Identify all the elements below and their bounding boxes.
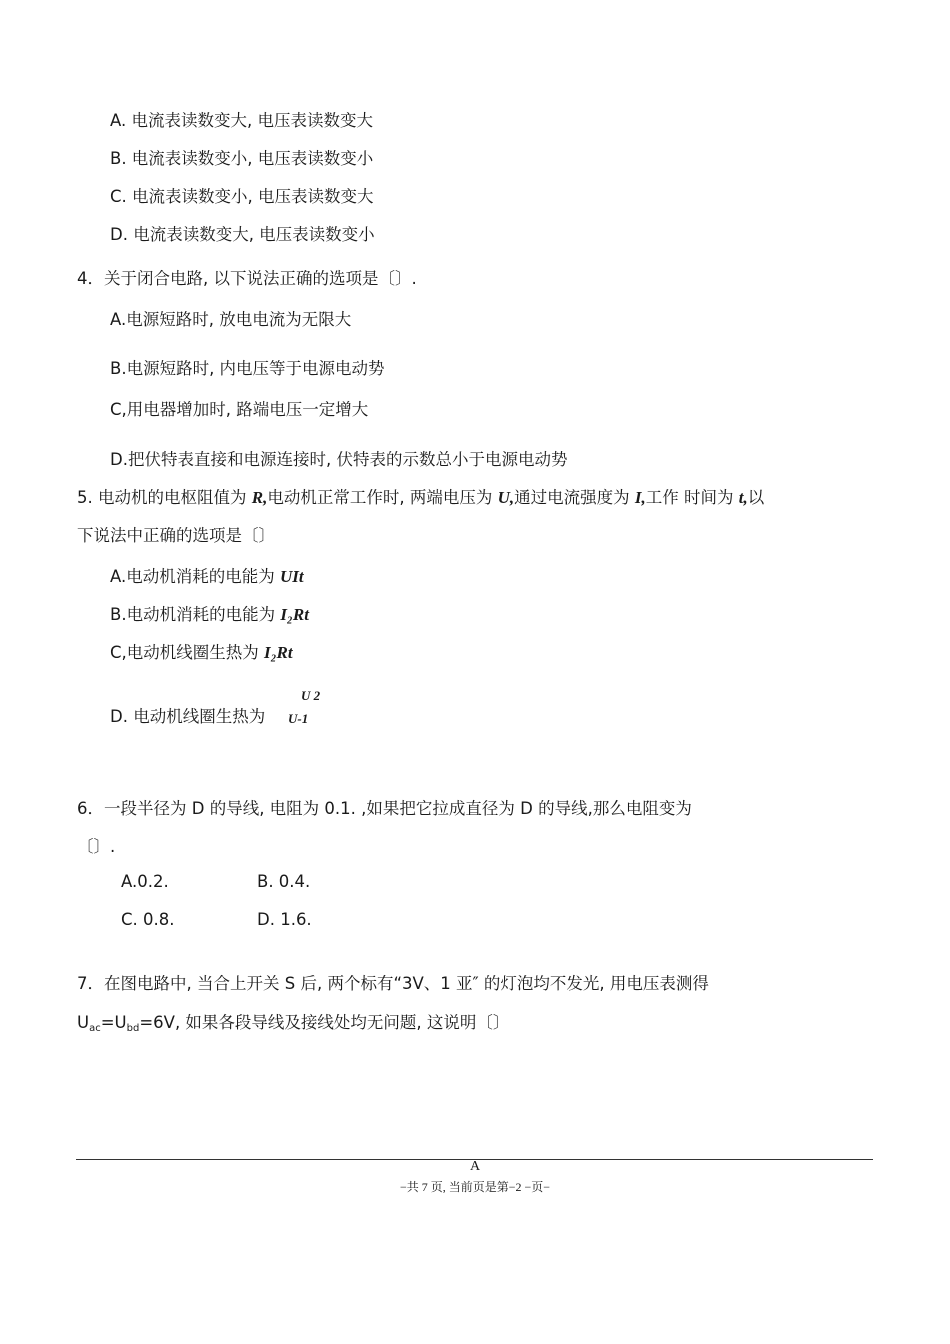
q6-option-a: A.0.2. — [121, 872, 169, 891]
q5-option-a: A.电动机消耗的电能为 UIt — [110, 567, 304, 586]
q5-stem-line1: 5. 电动机的电枢阻值为 R,电动机正常工作时, 两端电压为 U,通过电流强度为 I,工作 时间为 t,以 — [77, 488, 765, 507]
q6-option-d: D. 1.6. — [257, 910, 312, 929]
q3-option-b: B. 电流表读数变小, 电压表读数变小 — [110, 149, 374, 168]
q5-option-d: D. 电动机线圈生热为 — [110, 707, 266, 726]
q7-stem-line2: $U_{ac}=U_{bd}=6V$, 如果各段导线及接线处均无问题, 这说明〔〕 — [77, 1013, 510, 1034]
q7-stem-line1: 7．在图电路中, 当合上开关 S 后, 两个标有“3V、1 亚″ 的灯泡均不发光, 用电压表测得 — [77, 974, 709, 993]
footer-mark: A — [469, 1159, 481, 1174]
q5-option-d-denominator: U-1 — [288, 711, 309, 726]
q6-stem-line2: 〔〕. — [77, 837, 116, 856]
q5-stem-line2: 下说法中正确的选项是〔〕 — [77, 526, 275, 545]
q4-option-b: B.电源短路时, 内电压等于电源电动势 — [110, 359, 385, 378]
q4-stem: 4．关于闭合电路, 以下说法正确的选项是〔〕. — [77, 269, 417, 288]
q5-option-c: C,电动机线圈生热为 I₂Rt — [110, 643, 293, 662]
q6-stem-line1: 6．一段半径为 D 的导线, 电阻为 0.1. ,如果把它拉成直径为 D 的导线,那么电阻变为 — [77, 799, 692, 818]
footer-page-info: −共 7 页, 当前页是第−2 −页− — [399, 1180, 551, 1194]
q4-option-c: C,用电器增加时, 路端电压一定增大 — [110, 400, 369, 419]
q6-option-b: B. 0.4. — [257, 872, 311, 891]
q6-option-c: C. 0.8. — [121, 910, 175, 929]
q4-option-a: A.电源短路时, 放电电流为无限大 — [110, 310, 352, 329]
q5-option-d-numerator: U 2 — [301, 688, 321, 703]
q3-option-c: C. 电流表读数变小, 电压表读数变大 — [110, 187, 374, 206]
q3-option-a: A. 电流表读数变大, 电压表读数变大 — [110, 111, 373, 130]
q3-option-d: D. 电流表读数变大, 电压表读数变小 — [110, 225, 375, 244]
q4-option-d: D.把伏特表直接和电源连接时, 伏特表的示数总小于电源电动势 — [110, 450, 568, 469]
q5-option-b: B.电动机消耗的电能为 I₂Rt — [110, 605, 309, 624]
